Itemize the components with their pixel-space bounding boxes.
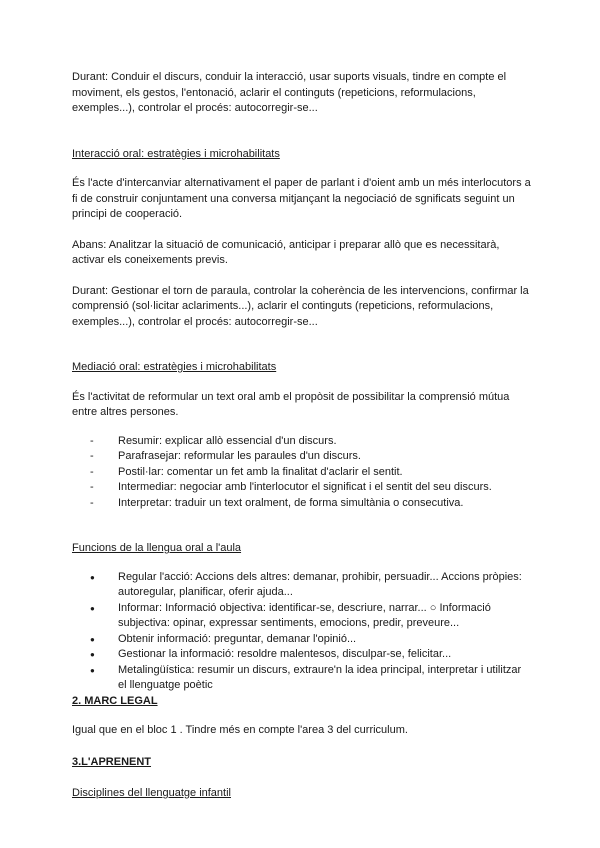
list-item: ● Regular l'acció: Accions dels altres: demanar, prohibir, persuadir... Accions pròpies: autoregular, planificar, oferir ajuda... bbox=[90, 570, 532, 601]
list-item: - Interpretar: traduir un text oralment, de forma simultània o consecutiva. bbox=[90, 496, 532, 512]
list-item: - Parafrasejar: reformular les paraules d'un discurs. bbox=[90, 449, 532, 465]
section-heading-marc-legal: 2. MARC LEGAL bbox=[72, 694, 158, 707]
marc-paragraph: Igual que en el bloc 1 . Tindre més en compte l'area 3 del curriculum. bbox=[72, 724, 408, 736]
list-item: ● Metalingüística: resumir un discurs, extraure'n la idea principal, interpretar i utilitzar el llenguatge poètic bbox=[90, 663, 532, 694]
mediacio-paragraph: És l'activitat de reformular un text oral amb el propòsit de possibilitar la comprensió mútua entre altres persones. bbox=[72, 390, 510, 418]
list-item: - Resumir: explicar allò essencial d'un discurs. bbox=[90, 434, 532, 450]
interaccio-paragraph: És l'acte d'intercanviar alternativament el paper de parlant i d'oient amb un més interlocutors a fi de construir conjuntament una conversa mitjançant la negociació de sgnificats seguint un principi de cooperació. bbox=[72, 177, 531, 220]
section-heading-disciplines: Disciplines del llenguatge infantil bbox=[72, 787, 231, 799]
list-item: - Postil·lar: comentar un fet amb la finalitat d'aclarir el sentit. bbox=[90, 465, 532, 481]
durant-paragraph-1: Durant: Conduir el discurs, conduir la interacció, usar suports visuals, tindre en compte el moviment, els gestos, l'entonació, aclarir el continguts (repeticions, reformulacions, exemples...), controlar el procés: autocorregir-se... bbox=[72, 71, 507, 114]
mediacio-list bbox=[72, 434, 532, 512]
list-item: - Intermediar: negociar amb l'interlocutor el significat i el sentit del seu discurs. bbox=[90, 480, 532, 496]
section-heading-interaccio: Interacció oral: estratègies i microhabilitats bbox=[72, 147, 280, 160]
section-heading-mediacio: Mediació oral: estratègies i microhabilitats bbox=[72, 361, 277, 373]
section-heading-funcions: Funcions de la llengua oral a l'aula bbox=[72, 542, 242, 554]
section-heading-aprenent: 3.L'APRENENT bbox=[72, 755, 152, 768]
abans-paragraph: Abans: Analitzar la situació de comunicació, anticipar i preparar allò que es necessitarà, activar els coneixements previs. bbox=[72, 238, 500, 266]
list-item: ● Gestionar la informació: resoldre malentesos, disculpar-se, felicitar... bbox=[90, 647, 532, 663]
funcions-list bbox=[72, 570, 532, 694]
document-page bbox=[72, 70, 532, 802]
durant-paragraph-2: Durant: Gestionar el torn de paraula, controlar la coherència de les intervencions, confirmar la comprensió (sol·licitar aclariments...), aclarir el continguts (repeticions, reformulacions, exemples...), controlar el procés: autocorregir-se... bbox=[72, 284, 529, 328]
list-item: ● Obtenir informació: preguntar, demanar l'opinió... bbox=[90, 632, 532, 648]
list-item: ● Informar: Informació objectiva: identificar-se, descriure, narrar... ○ Informació subjectiva: opinar, expressar sentiments, emocions, predir, preveure... bbox=[90, 601, 532, 632]
